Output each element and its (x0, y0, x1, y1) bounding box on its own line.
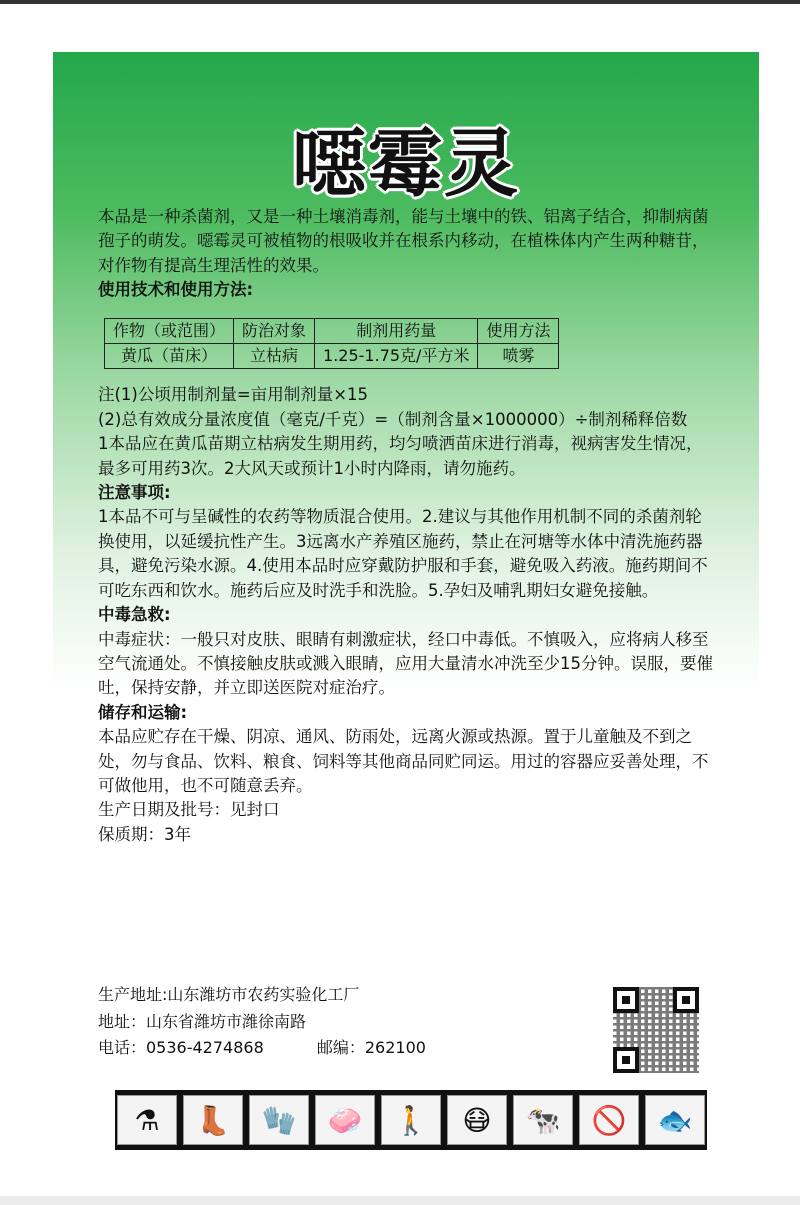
postal-code: 邮编：262100 (316, 1038, 426, 1057)
gloves-icon: 🧤 (249, 1095, 309, 1145)
note-line: 注(1)公顷用制剂量=亩用制剂量×15 (98, 385, 369, 405)
livestock-icon: 🐄 (513, 1095, 573, 1145)
boots-icon: 👢 (183, 1095, 243, 1145)
phone-row (98, 1035, 426, 1062)
mask-icon: 😷 (447, 1095, 507, 1145)
product-title: 噁霉灵 (292, 121, 520, 207)
note-line: (2)总有效成分量浓度值（毫克/千克）=（制剂含量×1000000）÷制剂稀释倍数 (98, 409, 688, 429)
storage-heading: 储存和运输: (98, 702, 188, 722)
product-label (53, 52, 759, 1160)
table-row (105, 344, 559, 369)
address: 地址：山东省潍坊市潍徐南路 (98, 1011, 307, 1031)
table-header-row (105, 318, 559, 343)
intro-paragraph: 本品是一种杀菌剂，又是一种土壤消毒剂，能与土壤中的铁、铝离子结合，抑制病菌孢子的萌发。噁霉灵可被植物的根吸收并在根系内移动，在植株体内产生两种糖苷，对作物有提高生理活性的效果。 (98, 207, 709, 275)
qr-finder (613, 987, 639, 1013)
qr-finder (613, 1047, 639, 1073)
top-border (0, 0, 800, 4)
label-content (98, 205, 718, 847)
qr-code (613, 987, 699, 1073)
contact-block (98, 982, 426, 1062)
storage-text: 本品应贮存在干燥、阴凉、通风、防雨处，远离火源或热源。置于儿童触及不到之处，勿与食品、饮料、粮食、饲料等其他商品同贮同运。用过的容器应妥善处理，不可做他用，也不可随意丢弃。 (98, 727, 709, 795)
table-header-cell: 制剂用药量 (315, 318, 478, 343)
wash-icon: 🧼 (315, 1095, 375, 1145)
table-cell: 1.25-1.75克/平方米 (315, 344, 478, 369)
usage-heading: 使用技术和使用方法: (98, 280, 254, 300)
phone: 电话：0536-4274868 (98, 1038, 264, 1057)
table-cell: 喷雾 (478, 344, 559, 369)
production-address: 生产地址:山东潍坊市农药实验化工厂 (98, 985, 360, 1004)
bottom-strip (0, 1196, 800, 1205)
shelf-life: 保质期：3年 (98, 824, 191, 844)
table-header-cell: 作物（或范围） (105, 318, 234, 343)
caution-heading: 注意事项: (98, 483, 171, 503)
no-bird-icon: 🚫 (579, 1095, 639, 1145)
table-cell: 立枯病 (234, 344, 315, 369)
qr-finder (673, 987, 699, 1013)
production-date: 生产日期及批号：见封口 (98, 800, 280, 820)
table-cell: 黄瓜（苗床） (105, 344, 234, 369)
spraying-icon: 🚶 (381, 1095, 441, 1145)
mixing-icon: ⚗ (117, 1095, 177, 1145)
poison-heading: 中毒急救: (98, 605, 171, 625)
note-line: 1本品应在黄瓜苗期立枯病发生期用药，均匀喷洒苗床进行消毒，视病害发生情况，最多可用药3次。2大风天或预计1小时内降雨，请勿施药。 (98, 434, 703, 478)
pictogram-bar (115, 1090, 707, 1150)
table-header-cell: 防治对象 (234, 318, 315, 343)
no-fish-icon: 🐟 (645, 1095, 705, 1145)
poison-text: 中毒症状：一般只对皮肤、眼睛有刺激症状，经口中毒低。不慎吸入，应将病人移至空气流通处。不慎接触皮肤或溅入眼睛，应用大量清水冲洗至少15分钟。误服，要催吐，保持安静，并立即送医院对症治疗。 (98, 629, 713, 698)
table-header-cell: 使用方法 (478, 318, 559, 343)
usage-table (104, 318, 559, 370)
caution-text: 1本品不可与呈碱性的农药等物质混合使用。2.建议与其他作用机制不同的杀菌剂轮换使用，以延缓抗性产生。3远离水产养殖区施药，禁止在河塘等水体中清洗施药器具，避免污染水源。4.使用本品时应穿戴防护服和手套，避免吸入药液。施药期间不可吃东西和饮水。施药后应及时洗手和洗脸。5.孕妇及哺乳期妇女避免接触。 (98, 507, 708, 600)
